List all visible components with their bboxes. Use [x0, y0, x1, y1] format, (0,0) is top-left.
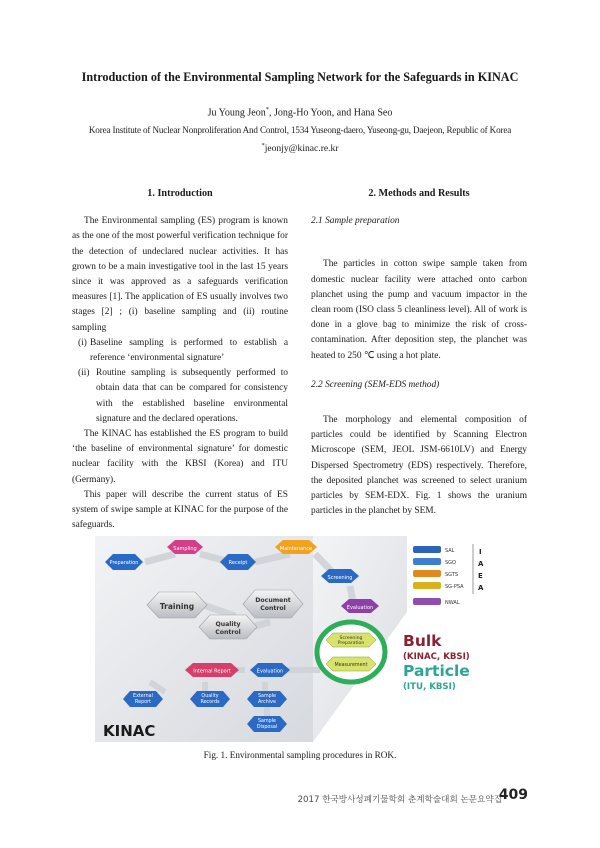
node-maintenance-label: Maintenance — [279, 546, 313, 552]
legend-swatch-sg-psa — [413, 582, 441, 589]
intro-paragraph-1: The Environmental sampling (ES) program is known as the one of the most powerful verification technique for the detection of undeclared nuclear activities. It has grown to be a main investigative tool in the last 15 years since it was approved as a safeguards verification measures [1]. The application of ES usually involves two stages [2] ; (i) baseline sampling and (ii) routine sampling — [72, 216, 288, 333]
iaea-letter: A — [478, 560, 484, 568]
node-document-control-label-2: Control — [260, 605, 286, 612]
legend-label-sgo: SGO — [445, 560, 456, 566]
node-document-control-label-1: Document — [255, 597, 291, 604]
particle-labs-label: (ITU, KBSI) — [403, 682, 456, 692]
figure-caption: Fig. 1. Environmental sampling procedures in ROK. — [203, 750, 397, 760]
node-quality-control-label-1: Quality — [215, 621, 241, 628]
node-quality-records-label-2: Records — [200, 700, 220, 705]
subsection-heading-sample-preparation: 2.1 Sample preparation — [311, 216, 400, 227]
legend-swatch-sgo — [413, 558, 441, 565]
kinac-logo-text: KINAC — [103, 722, 156, 740]
intro-paragraph-2: The KINAC has established the ES program to build ‘the baseline of environmental signature’ for domestic nuclear facility with the KBSI (Korea) and ITU (Germany). — [72, 429, 288, 485]
page-number: 409 — [498, 787, 528, 803]
node-sampling-label: Sampling — [173, 546, 197, 552]
methods-paragraph-1: The particles in cotton swipe sample taken from domestic nuclear facility were attached onto carbon planchet using the pump and vacuum impactor in the clean room (ISO class 5 cleanliness level). All of work is done in a glove bag to minimize the risk of cross-contamination. After deposition step, the planchet was heated to 250 ℃ using a hot plate. — [311, 259, 527, 361]
section-heading-introduction: 1. Introduction — [147, 188, 213, 199]
list-item: (i) Baseline sampling is performed to establish a reference ‘environmental signature’ — [78, 337, 288, 364]
legend-label-sal: SAL — [445, 548, 455, 554]
methods-paragraph-2: The morphology and elemental composition of particles could be identified by Scanning Electron Microscope (SEM, JEOL JSM-6610LV) and Energy Dispersed Spectrometry (EDS) respectively. Therefore, the deposited planchet was screened to select uranium particles by SEM-EDX. Fig. 1 shows the uranium particles in the planchet by SEM. — [311, 415, 527, 517]
intro-paragraph-3: This paper will describe the current status of ES system of swipe sample at KINAC for the purpose of the safeguards. — [72, 489, 288, 531]
network-legend — [413, 544, 509, 610]
node-quality-control-label-2: Control — [215, 629, 241, 636]
subsection-heading-screening: 2.2 Screening (SEM-EDS method) — [311, 379, 440, 390]
legend-swatch-sgts — [413, 570, 441, 577]
node-external-report-label-2: Report — [135, 700, 151, 705]
iaea-letter: E — [478, 572, 483, 580]
corresponding-email: *jeonjy@kinac.re.kr — [261, 142, 339, 155]
legend-label-sg-psa: SG-PSA — [445, 584, 464, 590]
proceedings-footer: 2017 한국방사성폐기물학회 춘계학술대회 논문요약집 — [297, 795, 502, 805]
right-column — [311, 186, 527, 519]
node-sample-disposal-label-2: Disposal — [256, 725, 278, 730]
legend-label-sgts: SGTS — [445, 572, 459, 578]
node-evaluation-bottom-label: Evaluation — [256, 668, 284, 675]
node-preparation-label: Preparation — [109, 560, 139, 566]
iaea-letter: A — [478, 584, 484, 592]
legend-swatch-sal — [413, 546, 441, 553]
node-sample-archive-label-1: Sample — [258, 694, 276, 699]
node-quality-records-label-1: Quality — [201, 694, 219, 699]
node-screening-label: Screening — [327, 575, 353, 581]
node-receipt-label: Receipt — [228, 560, 248, 566]
legend-swatch-nwal — [413, 598, 441, 605]
list-item: (ii) Routine sampling is subsequently performed to obtain data that can be compared for consistency with the established baseline environmental signature and the declared operations. — [78, 368, 288, 424]
affiliation: Korea Institute of Nuclear Nonproliferation And Control, 1534 Yuseong-daero, Yuseong-gu, Daejeon, Republic of Korea — [88, 125, 512, 135]
node-external-report-label-1: External — [133, 694, 153, 699]
node-training-label: Training — [159, 602, 195, 611]
ring-node-measurement-label: Measurement — [334, 663, 368, 668]
particle-label: Particle — [403, 662, 470, 680]
author-list: Ju Young Jeon*, Jong-Ho Yoon, and Hana Seo — [207, 106, 393, 119]
paper-title: Introduction of the Environmental Sampling Network for the Safeguards in KINAC — [81, 70, 519, 84]
left-column — [72, 186, 288, 533]
es-procedure-figure — [95, 532, 515, 744]
legend-label-nwal: NWAL — [445, 600, 460, 606]
node-sample-disposal-label-1: Sample — [258, 719, 276, 724]
node-internal-report-label: Internal Report — [193, 668, 231, 675]
ring-node-screening-label-1: Screening — [339, 636, 363, 641]
ring-node-screening-label-2: Preparation — [337, 641, 365, 646]
iaea-letter: I — [479, 548, 482, 556]
bulk-label: Bulk — [403, 632, 442, 650]
node-document-control — [243, 590, 303, 618]
section-heading-methods: 2. Methods and Results — [368, 188, 470, 199]
node-sample-archive-label-2: Archive — [258, 700, 276, 705]
bulk-labs-label: (KINAC, KBSI) — [403, 652, 470, 662]
lab-ring — [317, 622, 385, 682]
node-evaluation-top-label: Evaluation — [346, 605, 374, 611]
